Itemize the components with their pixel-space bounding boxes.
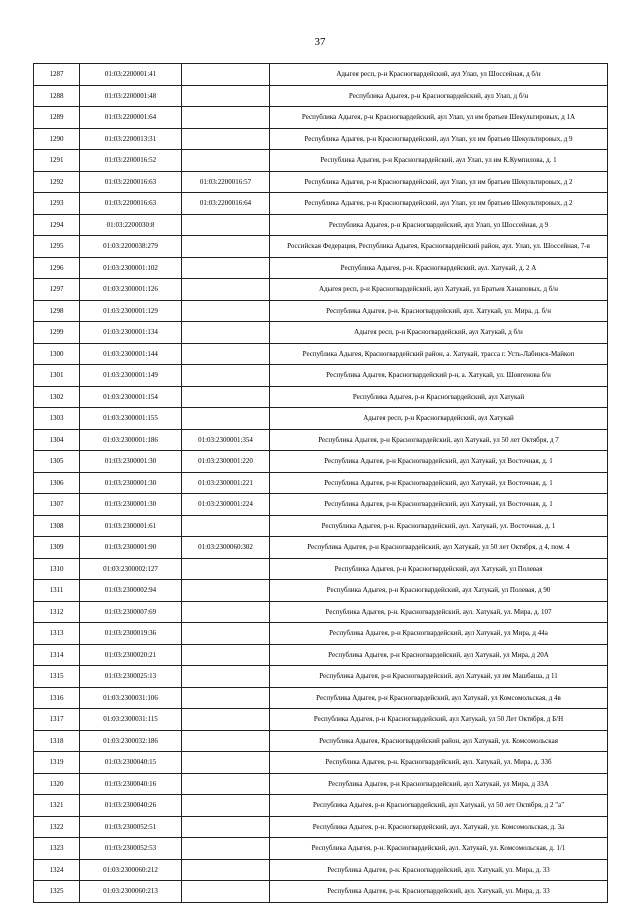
address-cell: Адыгея респ, р-н Красногвардейский, аул Улап, ул Шоссейная, д б/н	[270, 64, 608, 86]
linked-cadastral-number-cell	[182, 214, 270, 236]
table-row	[34, 150, 608, 172]
address-cell: Республика Адыгея, р-н. Красногвардейский, аул. Хатукай, ул. Восточная, д. 1	[270, 515, 608, 537]
cadastral-number-cell: 01:03:2300032:186	[80, 730, 182, 752]
row-number-cell: 1287	[34, 64, 80, 86]
row-number-cell: 1288	[34, 85, 80, 107]
table-row	[34, 773, 608, 795]
linked-cadastral-number-cell	[182, 64, 270, 86]
row-number-cell: 1311	[34, 580, 80, 602]
cadastral-number-cell: 01:03:2300001:186	[80, 429, 182, 451]
address-cell: Республика Адыгея, р-н Красногвардейский, аул Улап, ул им братьев Шекультировых, д 2	[270, 171, 608, 193]
address-cell: Республика Адыгея, р-н Красногвардейский, аул Улап, ул Шоссейная, д 9	[270, 214, 608, 236]
row-number-cell: 1314	[34, 644, 80, 666]
table-row	[34, 343, 608, 365]
row-number-cell: 1324	[34, 859, 80, 881]
registry-table-body	[34, 64, 608, 903]
table-row	[34, 236, 608, 258]
table-row	[34, 300, 608, 322]
cadastral-number-cell: 01:03:2300001:61	[80, 515, 182, 537]
linked-cadastral-number-cell	[182, 365, 270, 387]
address-cell: Республика Адыгея, р-н Красногвардейский, аул Хатукай, ул Восточная, д. 1	[270, 451, 608, 473]
cadastral-number-cell: 01:03:2200001:48	[80, 85, 182, 107]
table-row	[34, 580, 608, 602]
row-number-cell: 1320	[34, 773, 80, 795]
address-cell: Российская Федерация, Республика Адыгея, Красногвардейский район, аул. Улап, ул. Шоссейная, 7-в	[270, 236, 608, 258]
cadastral-number-cell: 01:03:2300040:15	[80, 752, 182, 774]
page-number: 37	[314, 36, 326, 48]
linked-cadastral-number-cell	[182, 580, 270, 602]
row-number-cell: 1319	[34, 752, 80, 774]
linked-cadastral-number-cell	[182, 515, 270, 537]
linked-cadastral-number-cell	[182, 408, 270, 430]
address-cell: Республика Адыгея, р-н Красногвардейский, аул Улап, ул им братьев Шекультировых, д 1А	[270, 107, 608, 129]
linked-cadastral-number-cell: 01:03:2300001:224	[182, 494, 270, 516]
table-row	[34, 429, 608, 451]
address-cell: Республика Адыгея, Красногвардейский р-н, а. Хатукай, ул. Шовгенова б/н	[270, 365, 608, 387]
table-row	[34, 64, 608, 86]
row-number-cell: 1312	[34, 601, 80, 623]
cadastral-number-cell: 01:03:2300001:102	[80, 257, 182, 279]
cadastral-number-cell: 01:03:2300031:115	[80, 709, 182, 731]
linked-cadastral-number-cell	[182, 881, 270, 903]
address-cell: Республика Адыгея, р-н Красногвардейский, аул Хатукай, ул Мира, д 20А	[270, 644, 608, 666]
table-row	[34, 322, 608, 344]
linked-cadastral-number-cell	[182, 859, 270, 881]
row-number-cell: 1317	[34, 709, 80, 731]
linked-cadastral-number-cell	[182, 687, 270, 709]
address-cell: Республика Адыгея, р-н. Красногвардейский, аул. Хатукай, ул. Комсомольская, д. 3а	[270, 816, 608, 838]
cadastral-number-cell: 01:03:2300001:155	[80, 408, 182, 430]
linked-cadastral-number-cell	[182, 343, 270, 365]
linked-cadastral-number-cell	[182, 386, 270, 408]
linked-cadastral-number-cell: 01:03:2200016:64	[182, 193, 270, 215]
table-row	[34, 279, 608, 301]
linked-cadastral-number-cell	[182, 128, 270, 150]
row-number-cell: 1303	[34, 408, 80, 430]
table-row	[34, 558, 608, 580]
row-number-cell: 1290	[34, 128, 80, 150]
row-number-cell: 1289	[34, 107, 80, 129]
cadastral-number-cell: 01:03:2200038:279	[80, 236, 182, 258]
linked-cadastral-number-cell	[182, 623, 270, 645]
address-cell: Адыгея респ, р-н Красногвардейский, аул Хатукай, ул Братьев Ханаповых, д б/н	[270, 279, 608, 301]
cadastral-number-cell: 01:03:2300031:106	[80, 687, 182, 709]
table-row	[34, 515, 608, 537]
cadastral-number-cell: 01:03:2200001:64	[80, 107, 182, 129]
table-row	[34, 128, 608, 150]
table-row	[34, 214, 608, 236]
row-number-cell: 1305	[34, 451, 80, 473]
cadastral-number-cell: 01:03:2300001:134	[80, 322, 182, 344]
linked-cadastral-number-cell	[182, 279, 270, 301]
table-row	[34, 386, 608, 408]
cadastral-number-cell: 01:03:2200016:63	[80, 171, 182, 193]
row-number-cell: 1294	[34, 214, 80, 236]
cadastral-number-cell: 01:03:2300001:30	[80, 494, 182, 516]
row-number-cell: 1295	[34, 236, 80, 258]
linked-cadastral-number-cell	[182, 558, 270, 580]
table-row	[34, 451, 608, 473]
address-cell: Республика Адыгея, р-н Красногвардейский, аул Хатукай, ул Восточная, д. 1	[270, 472, 608, 494]
row-number-cell: 1306	[34, 472, 80, 494]
address-cell: Республика Адыгея, р-н. Красногвардейский, аул. Хатукай, ул. Комсомольская, д. 1/1	[270, 838, 608, 860]
cadastral-number-cell: 01:03:2300001:126	[80, 279, 182, 301]
cadastral-number-cell: 01:03:2300040:16	[80, 773, 182, 795]
row-number-cell: 1307	[34, 494, 80, 516]
linked-cadastral-number-cell: 01:03:2200016:57	[182, 171, 270, 193]
linked-cadastral-number-cell	[182, 107, 270, 129]
address-cell: Республика Адыгея, Красногвардейский район, а. Хатукай, трасса г. Усть-Лабинск-Майкоп	[270, 343, 608, 365]
address-cell: Республика Адыгея, р-н Красногвардейский, аул Хатукай, ул 50 Лет Октября, д Б/Н	[270, 709, 608, 731]
cadastral-number-cell: 01:03:2300001:149	[80, 365, 182, 387]
cadastral-number-cell: 01:03:2300002:127	[80, 558, 182, 580]
registry-table	[33, 63, 608, 903]
linked-cadastral-number-cell	[182, 257, 270, 279]
linked-cadastral-number-cell	[182, 236, 270, 258]
linked-cadastral-number-cell	[182, 85, 270, 107]
table-row	[34, 644, 608, 666]
address-cell: Республика Адыгея, р-н Красногвардейский, аул Хатукай, ул 50 лет Октября, д 4, пом. 4	[270, 537, 608, 559]
address-cell: Республика Адыгея, р-н Красногвардейский, аул Хатукай, ул Мира, д 33А	[270, 773, 608, 795]
linked-cadastral-number-cell	[182, 795, 270, 817]
address-cell: Республика Адыгея, р-н Красногвардейский, аул Хатукай, ул 50 лет Октября, д 7	[270, 429, 608, 451]
linked-cadastral-number-cell	[182, 601, 270, 623]
row-number-cell: 1315	[34, 666, 80, 688]
address-cell: Республика Адыгея, р-н Красногвардейский, аул Улап, ул им братьев Шекультировых, д 2	[270, 193, 608, 215]
cadastral-number-cell: 01:03:2200016:63	[80, 193, 182, 215]
address-cell: Республика Адыгея, р-н. Красногвардейский, аул. Хатукай, д. 2 А	[270, 257, 608, 279]
row-number-cell: 1322	[34, 816, 80, 838]
cadastral-number-cell: 01:03:2200013:31	[80, 128, 182, 150]
linked-cadastral-number-cell	[182, 730, 270, 752]
table-row	[34, 859, 608, 881]
cadastral-number-cell: 01:03:2200016:52	[80, 150, 182, 172]
row-number-cell: 1316	[34, 687, 80, 709]
linked-cadastral-number-cell	[182, 150, 270, 172]
cadastral-number-cell: 01:03:2300060:212	[80, 859, 182, 881]
address-cell: Республика Адыгея, р-н. Красногвардейский, аул. Хатукай, ул. Мира, д. б/н	[270, 300, 608, 322]
cadastral-number-cell: 01:03:2300002:94	[80, 580, 182, 602]
row-number-cell: 1300	[34, 343, 80, 365]
cadastral-number-cell: 01:03:2300040:26	[80, 795, 182, 817]
row-number-cell: 1321	[34, 795, 80, 817]
table-row	[34, 365, 608, 387]
linked-cadastral-number-cell	[182, 709, 270, 731]
row-number-cell: 1301	[34, 365, 80, 387]
cadastral-number-cell: 01:03:2300052:53	[80, 838, 182, 860]
table-row	[34, 472, 608, 494]
cadastral-number-cell: 01:03:2300001:30	[80, 472, 182, 494]
row-number-cell: 1308	[34, 515, 80, 537]
address-cell: Республика Адыгея, р-н Красногвардейский, аул Хатукай, ул 50 лет Октября, д 2 "а"	[270, 795, 608, 817]
linked-cadastral-number-cell	[182, 322, 270, 344]
table-row	[34, 257, 608, 279]
cadastral-number-cell: 01:03:2200001:41	[80, 64, 182, 86]
linked-cadastral-number-cell: 01:03:2300001:220	[182, 451, 270, 473]
linked-cadastral-number-cell	[182, 666, 270, 688]
cadastral-number-cell: 01:03:2300020:21	[80, 644, 182, 666]
cadastral-number-cell: 01:03:2300007:69	[80, 601, 182, 623]
linked-cadastral-number-cell	[182, 838, 270, 860]
address-cell: Адыгея респ, р-н Красногвардейский, аул Хатукай, д б/н	[270, 322, 608, 344]
table-row	[34, 709, 608, 731]
row-number-cell: 1298	[34, 300, 80, 322]
row-number-cell: 1318	[34, 730, 80, 752]
table-row	[34, 730, 608, 752]
cadastral-number-cell: 01:03:2300001:129	[80, 300, 182, 322]
address-cell: Республика Адыгея, р-н Красногвардейский, аул Хатукай, ул Комсомольская, д 4в	[270, 687, 608, 709]
address-cell: Республика Адыгея, р-н Красногвардейский, аул Улап, ул им К.Кумпилова, д. 1	[270, 150, 608, 172]
table-row	[34, 408, 608, 430]
cadastral-number-cell: 01:03:2300001:144	[80, 343, 182, 365]
row-number-cell: 1309	[34, 537, 80, 559]
address-cell: Республика Адыгея, р-н Красногвардейский, аул Хатукай, ул Полевая, д 90	[270, 580, 608, 602]
row-number-cell: 1293	[34, 193, 80, 215]
cadastral-number-cell: 01:03:2300001:30	[80, 451, 182, 473]
table-row	[34, 881, 608, 903]
table-row	[34, 107, 608, 129]
table-row	[34, 795, 608, 817]
table-row	[34, 494, 608, 516]
row-number-cell: 1313	[34, 623, 80, 645]
address-cell: Республика Адыгея, р-н. Красногвардейский, аул. Хатукай, ул. Мира, д. 33	[270, 859, 608, 881]
address-cell: Адыгея респ, р-н Красногвардейский, аул Хатукай	[270, 408, 608, 430]
address-cell: Республика Адыгея, р-н Красногвардейский, аул Улап, ул им братьев Шекультировых, д 9	[270, 128, 608, 150]
table-row	[34, 193, 608, 215]
table-row	[34, 687, 608, 709]
cadastral-number-cell: 01:03:2300001:154	[80, 386, 182, 408]
linked-cadastral-number-cell	[182, 300, 270, 322]
cadastral-number-cell: 01:03:2300025:13	[80, 666, 182, 688]
cadastral-number-cell: 01:03:2300001:90	[80, 537, 182, 559]
table-row	[34, 623, 608, 645]
address-cell: Республика Адыгея, р-н Красногвардейский, аул Хатукай, ул им Машбаша, д 11	[270, 666, 608, 688]
cadastral-number-cell: 01:03:2300060:213	[80, 881, 182, 903]
linked-cadastral-number-cell	[182, 773, 270, 795]
address-cell: Республика Адыгея, р-н Красногвардейский, аул Хатукай, ул Полевая	[270, 558, 608, 580]
cadastral-number-cell: 01:03:2200030:8	[80, 214, 182, 236]
table-row	[34, 816, 608, 838]
table-row	[34, 666, 608, 688]
address-cell: Республика Адыгея, р-н. Красногвардейский, аул. Хатукай, ул. Мира, д. 33	[270, 881, 608, 903]
row-number-cell: 1325	[34, 881, 80, 903]
table-row	[34, 752, 608, 774]
table-row	[34, 838, 608, 860]
row-number-cell: 1296	[34, 257, 80, 279]
row-number-cell: 1292	[34, 171, 80, 193]
linked-cadastral-number-cell	[182, 752, 270, 774]
address-cell: Республика Адыгея, р-н Красногвардейский, аул Хатукай	[270, 386, 608, 408]
row-number-cell: 1302	[34, 386, 80, 408]
linked-cadastral-number-cell	[182, 644, 270, 666]
address-cell: Республика Адыгея, Красногвардейский район, аул Хатукай, ул. Комсомольская	[270, 730, 608, 752]
linked-cadastral-number-cell: 01:03:2300060:302	[182, 537, 270, 559]
address-cell: Республика Адыгея, р-н. Красногвардейский, аул. Хатукай, ул. Мира, д. 107	[270, 601, 608, 623]
row-number-cell: 1297	[34, 279, 80, 301]
table-row	[34, 537, 608, 559]
row-number-cell: 1299	[34, 322, 80, 344]
cadastral-number-cell: 01:03:2300019:36	[80, 623, 182, 645]
address-cell: Республика Адыгея, р-н Красногвардейский, аул Хатукай, ул Мира, д 44а	[270, 623, 608, 645]
table-row	[34, 171, 608, 193]
row-number-cell: 1310	[34, 558, 80, 580]
address-cell: Республика Адыгея, р-н Красногвардейский, аул Улап, д б/н	[270, 85, 608, 107]
table-row	[34, 85, 608, 107]
row-number-cell: 1291	[34, 150, 80, 172]
address-cell: Республика Адыгея, р-н. Красногвардейский, аул. Хатукай, ул. Мира, д. 33б	[270, 752, 608, 774]
linked-cadastral-number-cell	[182, 816, 270, 838]
row-number-cell: 1304	[34, 429, 80, 451]
linked-cadastral-number-cell: 01:03:2300001:221	[182, 472, 270, 494]
linked-cadastral-number-cell: 01:03:2300001:354	[182, 429, 270, 451]
row-number-cell: 1323	[34, 838, 80, 860]
table-row	[34, 601, 608, 623]
cadastral-number-cell: 01:03:2300052:51	[80, 816, 182, 838]
address-cell: Республика Адыгея, р-н Красногвардейский, аул Хатукай, ул Восточная, д. 1	[270, 494, 608, 516]
